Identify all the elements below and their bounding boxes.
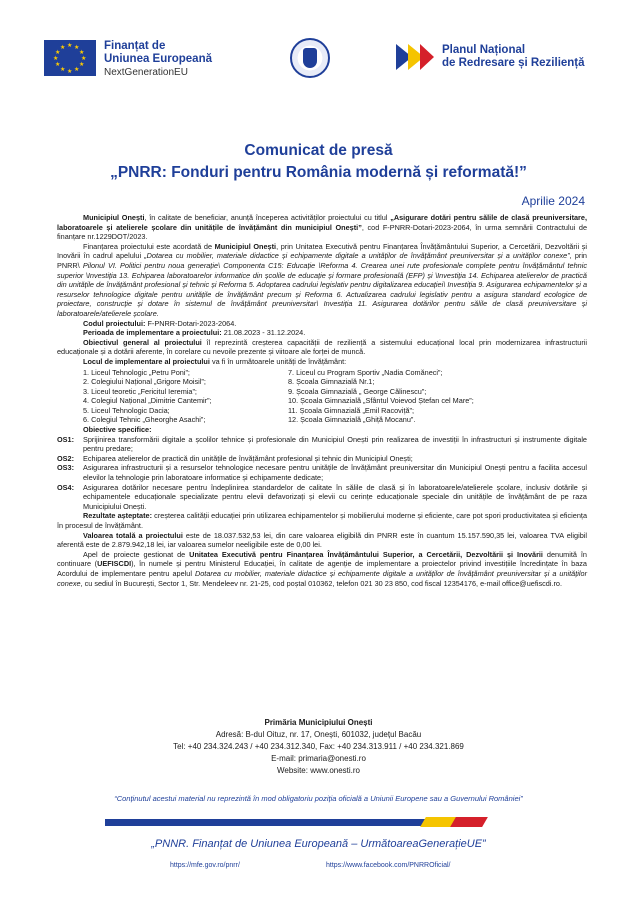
list-item: 4. Colegiul Național „Dimitrie Cantemir”; (83, 396, 212, 406)
list-item: 1. Liceul Tehnologic „Petru Poni”; (83, 367, 190, 377)
list-item: 3. Liceul teoretic „Fericitul Ieremia”; (83, 386, 197, 396)
pnrr-line2: de Redresare și Reziliență (442, 57, 585, 69)
eu-line1: Finanțat de (104, 40, 166, 52)
list-item: 9. Școala Gimnazială „ George Călinescu”; (288, 386, 427, 396)
list-item: 2. Colegiului Național „Grigore Moisil”; (83, 377, 206, 387)
eu-line3: NextGenerationEU (104, 67, 188, 78)
pnrr-line1: Planul Național (442, 44, 526, 56)
total-value: Valoarea totală a proiectului este de 18.037.532,53 lei, din care valoarea eligibilă din PNRR este în cuantum 15.157.590,35 lei, valoarea TVA eligibil aferentă este de 2.879.942,18 lei, iar valoarea sumelor neeligibile este de 0,00 lei. (57, 530, 587, 550)
paragraph-intro: Municipiul Onești, în calitate de beneficiar, anunță începerea activităților proiectului cu titlul „Asigurare dotări pentru sălile de clasă preuniversitare, laboratoarele și atelierele școlare din unitățile de învățământ din municipiul Onești”, cod F-PNRR-Dotari-2023-2064, în urma semnării Contractului de finanțare nr.1229DOT/2023. (57, 213, 587, 242)
facebook-link[interactable]: https://www.facebook.com/PNRROficial/ (326, 862, 451, 869)
project-code: Codul proiectului: F-PNRR-Dotari-2023-2064. (83, 318, 237, 328)
list-item: 12. Școala Gimnazială „Ghiță Mocanu”. (288, 415, 416, 425)
paragraph-funding: Finanțarea proiectului este acordată de Municipiul Onești, prin Unitatea Executivă pentru Finanțarea Învățământului Superior, a Cercetării, Dezvoltării și Inovării în cadrul apelului „Dotarea cu mobilier, materiale didactice și echipamente digitale a unităților de învățământ preuniversitar și a unităților conexe”, prin PNRR\ Pilonul VI. Politici pentru noua generație\ Componenta C15: Educație \Reforma 4. Crearea unei rute profesionale complete pentru învățământul tehnic superior \Investiția 13. Echiparea laboratoarelor informatice din școlile de educație și formare profesională (EFP) și \Investiția 14. Echiparea atelierelor de practică din unitățile de învățământ profesional și tehnic și Reforma 5. Adoptarea cadrului legislativ pentru digitalizarea educației\ Investiția 9. Asigurarea echipamentelor și a resurselor tehnologice digitale pentru unitățile de învățământ precum și Reforma 6. Actualizarea cadrului legislativ pentru a asigura standard ecologice de proiectare, construcție și dotare în sistemul de învățământ preuniversitar\ Investiția 11. Asigurarea dotărilor pentru sălile de clasă preuniversitare și laboratoarele/atelierele școlare. (57, 241, 587, 318)
project-period: Perioada de implementare a proiectului: 21.08.2023 - 31.12.2024. (83, 328, 306, 338)
expected-results: Rezultate așteptate: creșterea calității educației prin utilizarea echipamentelor și mobilierului moderne și eficiente, care pot spori productivitatea și eficiența în procesul de învățământ. (57, 511, 587, 530)
contact-website[interactable]: Website: www.onesti.ro (277, 766, 360, 775)
contact-block (0, 717, 637, 777)
release-date: Aprilie 2024 (521, 194, 585, 208)
page-subtitle: „PNRR: Fonduri pentru România modernă și reformată!” (110, 164, 527, 181)
disclaimer: “Conținutul acestui material nu reprezintă în mod obligatoriu poziția oficială a Uniunii Europene sau a Guvernului României” (114, 794, 523, 803)
list-item: 10. Școala Gimnazială „Sfântul Voievod Ștefan cel Mare”; (288, 396, 474, 406)
objective-os2: OS2: Echiparea atelierelor de practică din unitățile de învățământ profesional și tehnic din Municipiul Onești; (57, 453, 413, 463)
schools-list (57, 368, 587, 426)
tricolor-band (105, 817, 525, 827)
eu-logo (44, 40, 212, 79)
objective-os3: OS3: Asigurarea infrastructurii și a resurselor tehnologice necesare pentru unitățile de învățământ preuniversitar din Municipiul Onești pentru a facilita accesul elevilor la tehnologie prin laboratoare informatice și echipamente dedicate; (57, 463, 587, 483)
pnrr-logo (396, 42, 585, 72)
government-seal-icon (290, 38, 330, 78)
eu-line2: Uniunea Europeană (104, 53, 212, 65)
list-item: 6. Colegiul Tehnic „Gheorghe Asachi”; (83, 415, 206, 425)
list-item: 8. Școala Gimnazială Nr.1; (288, 377, 375, 387)
list-item: 7. Liceul cu Program Sportiv „Nadia Comăneci”; (288, 367, 443, 377)
list-item: 11. Școala Gimnazială „Emil Racoviță”; (288, 405, 414, 415)
page-title: Comunicat de presă (244, 142, 393, 159)
header (0, 38, 637, 88)
list-item: 5. Liceul Tehnologic Dacia; (83, 405, 170, 415)
contact-email[interactable]: E-mail: primaria@onesti.ro (271, 754, 366, 763)
paragraph-agency: Apel de proiecte gestionat de Unitatea Executivă pentru Finanțarea Învățământului Superior, a Cercetării, Dezvoltării și Inovării denumită în continuare (UEFISCDI), în numele și pentru Ministerul Educației, în calitate de agenție de implementare a proiectelor privind investițiile încredințate în baza Acordului de implementare pentru apelul Dotarea cu mobilier, materiale didactice și echipamente digitale a unităților de învățământ preuniversitar și a unităților conexe, cu sediul în București, Sector 1, Str. Mendeleev nr. 21-25, cod poștal 010362, telefon 021 30 23 850, cod fiscal 12354176, e-mail office@uefiscdi.ro. (57, 549, 587, 588)
contact-address: Adresă: B-dul Oituz, nr. 17, Onești, 601032, județul Bacău (215, 730, 422, 739)
pnrr-chevron-icon (396, 42, 434, 72)
press-release-body (57, 213, 587, 588)
implementation-location: Locul de implementare al proiectului va fi în următoarele unități de învățământ: (83, 356, 347, 366)
mfe-link[interactable]: https://mfe.gov.ro/pnrr/ (170, 862, 240, 869)
footer-title: „PNNR. Finanțat de Uniunea Europeană – UrmătoareaGenerațieUE” (151, 838, 486, 850)
specific-objectives-label: Obiective specifice: (83, 425, 152, 435)
general-objective: Obiectivul general al proiectului îl reprezintă creșterea capacității de reziliență a sistemului educațional local prin modernizarea infrastructurii educaționale și a dotării aferente, în corelare cu nevoile prezente și viitoare ale forței de muncă. (57, 337, 587, 357)
eu-flag-icon: ★ ★ ★ ★ ★ ★ ★ ★ ★ ★ ★ ★ (44, 40, 96, 76)
objective-os4: OS4: Asigurarea dotărilor necesare pentru îndeplinirea standardelor de calitate în sălile de clasă și în laboratoarele/atelierele școlare, inclusiv dotările și echipamentele educaționale specializate pentru elevii defavorizați și elevii cu cerințe educaționale speciale din unitățile de învățământ de pe raza Municipiului Onești. (57, 482, 587, 511)
contact-phones: Tel: +40 234.324.243 / +40 234.312.340, Fax: +40 234.313.911 / +40 234.321.869 (173, 742, 464, 751)
contact-name: Primăria Municipiului Onești (264, 718, 373, 727)
objective-os1: OS1: Sprijinirea transformării digitale a școlilor tehnice și profesionale din Municipiul Onești prin realizarea de investiții în infrastructuri și instrumente digitale pentru predare; (57, 434, 587, 454)
